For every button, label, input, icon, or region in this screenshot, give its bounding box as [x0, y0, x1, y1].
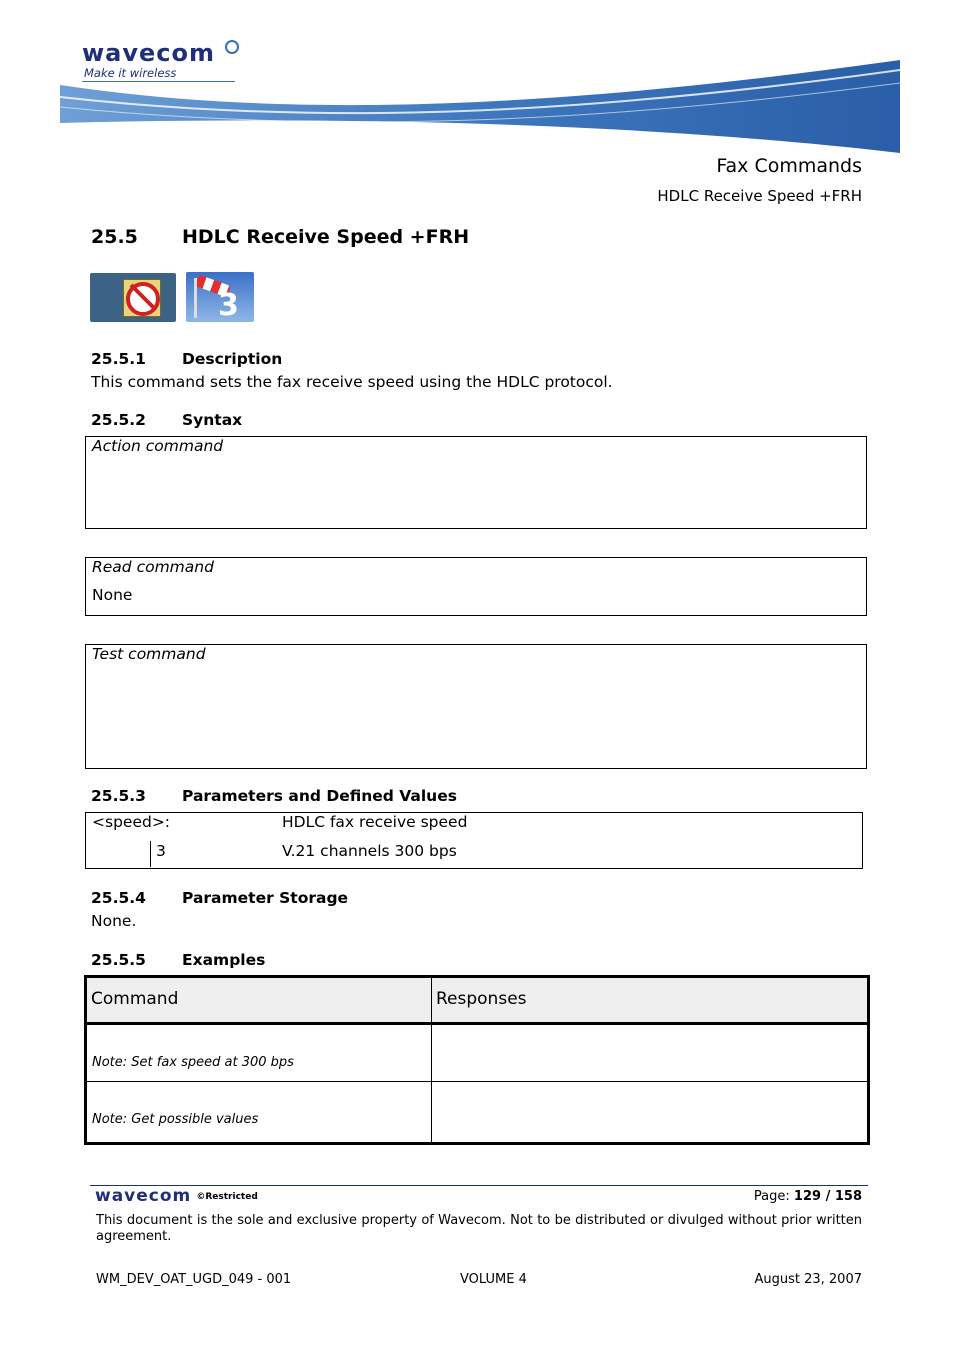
- syntax-heading: [91, 411, 242, 429]
- read-command-label: Read command: [92, 558, 214, 576]
- description-text: This command sets the fax receive speed using the HDLC protocol.: [91, 373, 613, 391]
- read-command-value: None: [92, 586, 133, 604]
- parameters-table: [85, 812, 863, 869]
- examples-column-divider: [431, 978, 432, 1142]
- storage-text: None.: [91, 912, 137, 930]
- param-value-divider: [150, 841, 151, 867]
- syntax-title: Syntax: [182, 411, 243, 429]
- test-command-label: Test command: [92, 645, 206, 663]
- description-number: 25.5.1: [91, 350, 146, 368]
- syntax-number: 25.5.2: [91, 411, 146, 429]
- examples-row-divider: [87, 1081, 867, 1082]
- examples-heading: [91, 951, 265, 969]
- page-heading: [91, 226, 469, 248]
- examples-table: [84, 975, 870, 1145]
- footer-logo: [95, 1186, 258, 1206]
- section-subtitle: HDLC Receive Speed +FRH: [657, 187, 862, 205]
- description-title: Description: [182, 350, 283, 368]
- no-pin-icon: [90, 273, 176, 322]
- windsock-3-icon: 3: [186, 272, 254, 322]
- examples-header-row: [87, 978, 867, 1025]
- test-command-box: [85, 644, 867, 769]
- footer-brand: wavecom: [95, 1186, 192, 1206]
- col-responses: Responses: [436, 989, 527, 1009]
- footer-restricted: ©Restricted: [196, 1192, 258, 1202]
- brand-name: wavecom: [82, 39, 216, 67]
- read-command-box: [85, 557, 867, 616]
- storage-number: 25.5.4: [91, 889, 146, 907]
- description-heading: [91, 350, 282, 368]
- examples-number: 25.5.5: [91, 951, 146, 969]
- param-name-desc: HDLC fax receive speed: [282, 813, 468, 831]
- table-row: Note: Set fax speed at 300 bps: [92, 1055, 294, 1070]
- action-command-label: Action command: [92, 437, 224, 455]
- action-command-box: [85, 436, 867, 529]
- footer-date: August 23, 2007: [754, 1272, 862, 1287]
- heading-title: HDLC Receive Speed +FRH: [182, 226, 470, 248]
- param-name: <speed>:: [92, 813, 171, 831]
- parameters-title: Parameters and Defined Values: [182, 787, 457, 805]
- footer-doc-id: WM_DEV_OAT_UGD_049 - 001: [96, 1272, 292, 1287]
- heading-number: 25.5: [91, 226, 138, 248]
- section-title: Fax Commands: [716, 155, 862, 177]
- storage-title: Parameter Storage: [182, 889, 349, 907]
- col-command: Command: [91, 989, 179, 1009]
- page-number: 129 / 158: [793, 1189, 862, 1204]
- header-wave-graphic: [60, 55, 900, 155]
- parameters-heading: [91, 787, 457, 805]
- footer-volume: VOLUME 4: [460, 1272, 527, 1287]
- parameters-number: 25.5.3: [91, 787, 146, 805]
- param-value: 3: [156, 842, 166, 860]
- page-label: Page:: [753, 1189, 790, 1204]
- examples-title: Examples: [182, 951, 266, 969]
- footer-notice: This document is the sole and exclusive property of Wavecom. Not to be distributed or divulged without prior written agreement.: [96, 1213, 862, 1244]
- table-row: Note: Get possible values: [92, 1112, 259, 1127]
- footer-page: [754, 1189, 862, 1204]
- storage-heading: [91, 889, 348, 907]
- brand-swirl-icon: [225, 40, 239, 54]
- param-value-desc: V.21 channels 300 bps: [282, 842, 457, 860]
- brand-tagline: Make it wireless: [84, 66, 177, 80]
